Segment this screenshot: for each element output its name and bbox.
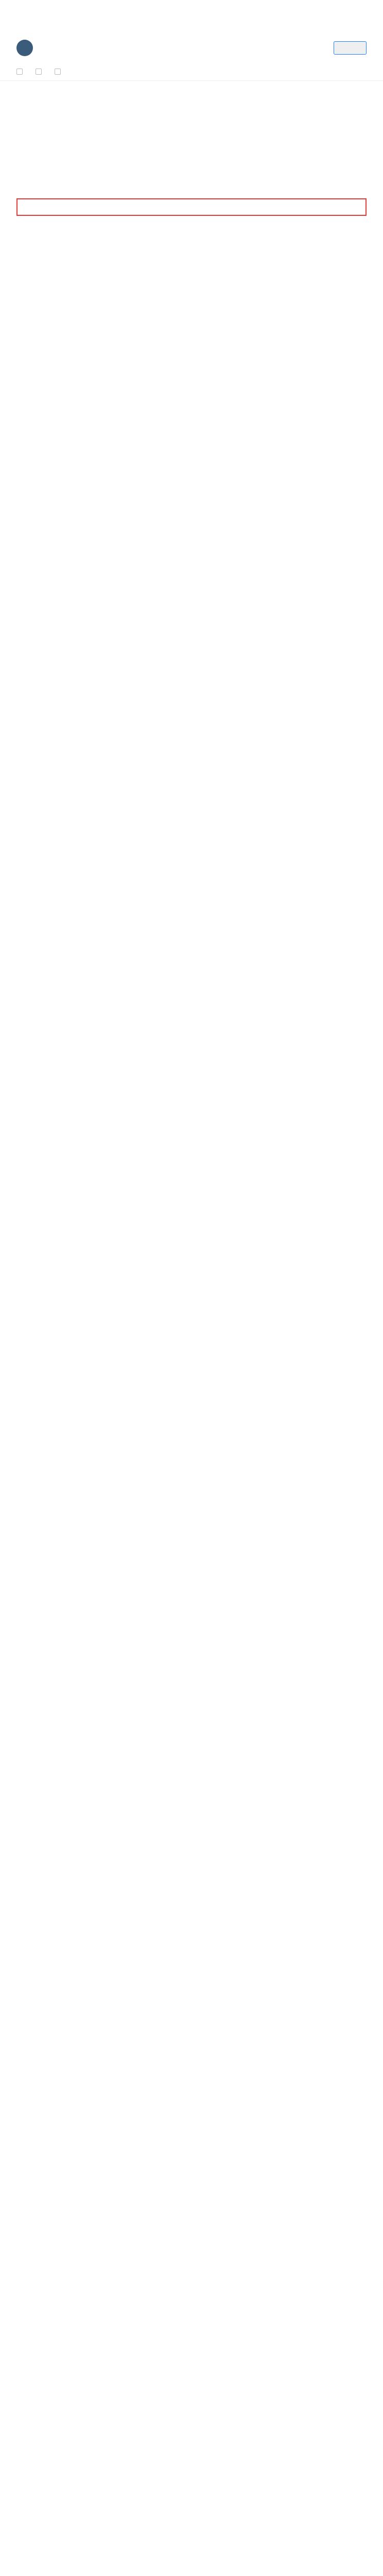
question-item xyxy=(16,440,367,513)
section-heading xyxy=(16,381,367,392)
question-item xyxy=(16,223,367,295)
question-answer xyxy=(16,492,367,502)
section xyxy=(16,381,367,433)
paragraph xyxy=(16,121,367,131)
stat-item xyxy=(55,67,63,76)
stat-item xyxy=(36,67,44,76)
chapter-title xyxy=(16,90,367,103)
question-option xyxy=(16,482,367,492)
stat-icon xyxy=(16,69,23,75)
question-option xyxy=(16,461,367,471)
paragraph xyxy=(16,171,367,181)
paragraph xyxy=(16,413,367,423)
paragraph xyxy=(16,131,367,142)
notice-box xyxy=(16,198,367,216)
question-analysis xyxy=(16,363,367,374)
section-heading xyxy=(16,159,367,171)
question-stem xyxy=(16,440,367,451)
question-analysis xyxy=(16,285,367,295)
question-answer xyxy=(16,275,367,285)
question-option xyxy=(16,343,367,353)
section xyxy=(16,159,367,191)
question-stem xyxy=(16,223,367,233)
question-option xyxy=(16,244,367,254)
author-bar xyxy=(16,39,367,57)
question-option xyxy=(16,332,367,343)
question-option xyxy=(16,264,367,275)
section-heading xyxy=(16,110,367,121)
paragraph xyxy=(16,423,367,433)
stat-item xyxy=(16,67,25,76)
section xyxy=(16,110,367,152)
article-body xyxy=(0,81,383,581)
question-option xyxy=(16,322,367,332)
stat-icon xyxy=(36,69,42,75)
question-item xyxy=(16,301,367,374)
question-option xyxy=(16,233,367,244)
page-title xyxy=(16,12,367,31)
paragraph xyxy=(16,402,367,413)
question-stem xyxy=(16,301,367,312)
question-option xyxy=(16,471,367,482)
paragraph xyxy=(16,181,367,191)
question-option xyxy=(16,451,367,461)
article-header xyxy=(0,0,383,63)
question-analysis xyxy=(16,502,367,513)
question-option xyxy=(16,254,367,264)
paragraph xyxy=(16,392,367,402)
stats-bar xyxy=(0,63,383,81)
avatar[interactable] xyxy=(16,40,33,56)
paragraph xyxy=(16,142,367,152)
stat-icon xyxy=(55,69,61,75)
follow-button[interactable] xyxy=(334,41,367,55)
question-answer xyxy=(16,353,367,363)
question-option xyxy=(16,312,367,322)
